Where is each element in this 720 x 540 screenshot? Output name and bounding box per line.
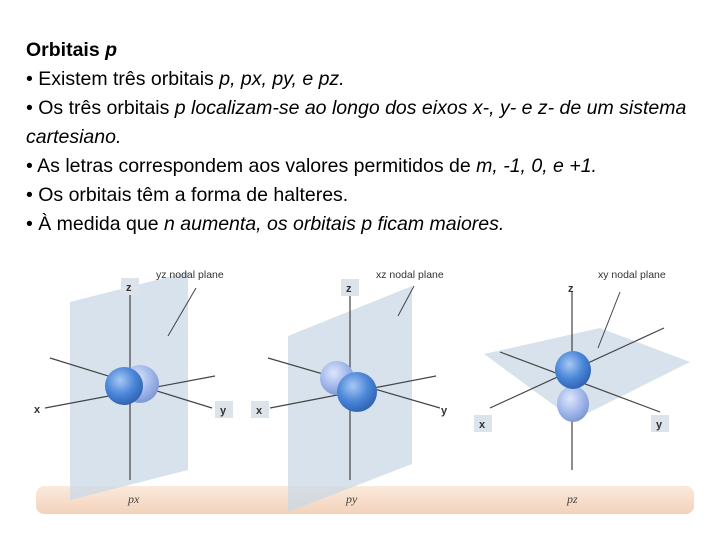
panel-py	[251, 269, 448, 512]
plane-label: yz nodal plane	[156, 269, 224, 281]
bullet-1-text: • Existem três orbitais	[26, 68, 220, 90]
x-label: x	[256, 405, 263, 417]
bullet-2-text: • Os três orbitais	[26, 97, 175, 119]
z-label: z	[346, 283, 352, 295]
bullet-2	[26, 94, 698, 152]
panel-px	[34, 269, 233, 506]
bullet-4	[26, 181, 698, 210]
bullet-5-text: • À medida que	[26, 213, 164, 235]
bullet-5	[26, 210, 698, 239]
y-label: y	[656, 419, 663, 431]
bullet-2-italic: p localizam-se ao longo dos eixos x-, y- e z- de um sistema cartesiano.	[26, 97, 687, 148]
orbital-front-lobe	[337, 372, 377, 412]
p-orbitals-figure	[0, 260, 720, 540]
title-italic: p	[105, 39, 118, 61]
bullet-1	[26, 65, 698, 94]
bullet-5-italic: n aumenta, os orbitais p ficam maiores.	[164, 213, 505, 235]
orbitals-svg	[0, 260, 720, 540]
caption-pz: pz	[567, 492, 578, 506]
title-text: Orbitais	[26, 39, 106, 61]
panel-pz	[474, 269, 690, 506]
x-label: x	[479, 419, 486, 431]
y-label: y	[220, 405, 227, 417]
bullet-1-italic: p, px, py, e pz.	[219, 68, 345, 90]
y-label: y	[441, 405, 448, 417]
bullet-3	[26, 152, 698, 181]
bullet-3-italic: m, -1, 0, e +1.	[476, 155, 597, 177]
orbital-upper-lobe	[555, 351, 591, 389]
orbital-lower-lobe	[557, 386, 589, 422]
orbital-front-lobe	[105, 367, 143, 405]
plane-label: xy nodal plane	[598, 269, 666, 281]
x-label: x	[34, 404, 41, 416]
z-label: z	[126, 282, 132, 294]
bullet-4-text: • Os orbitais têm a forma de halteres.	[26, 184, 349, 206]
plane-label: xz nodal plane	[376, 269, 444, 281]
z-label: z	[568, 283, 574, 295]
caption-py: py	[346, 492, 358, 506]
caption-px: px	[128, 492, 140, 506]
bullet-3-text: • As letras correspondem aos valores permitidos de	[26, 155, 477, 177]
slide-text	[26, 36, 698, 239]
slide-title	[26, 36, 698, 65]
